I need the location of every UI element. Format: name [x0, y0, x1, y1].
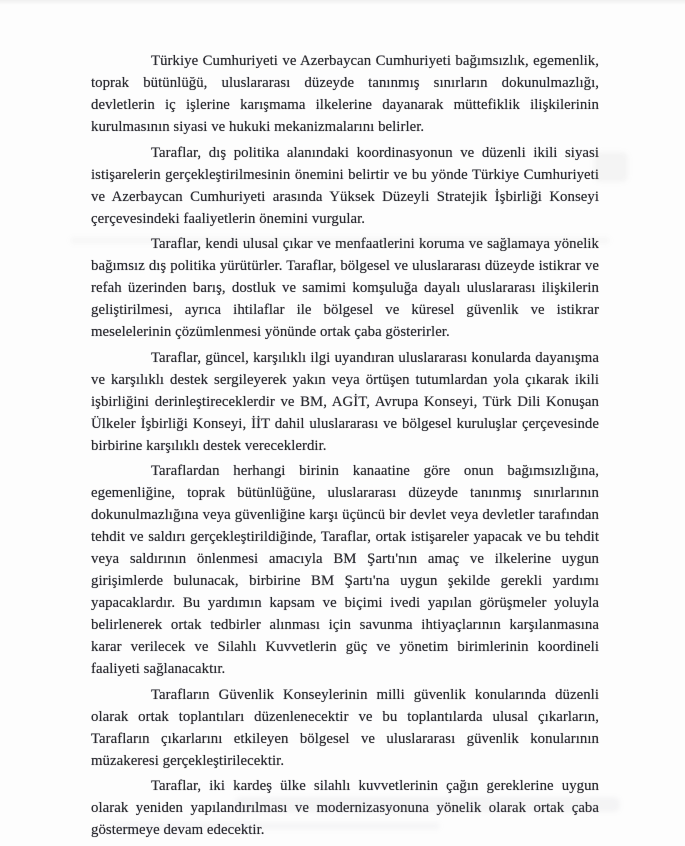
document-paragraph-5: Taraflardan herhangi birinin kanaatine göre onun bağımsızlığına, egemenliğine, toprak bütünlüğüne, uluslararası düzeyde tanınmış sınırlarının dokunulmazlığına veya güvenliğine karşı üçüncü bir devlet veya devletler tarafından tehdit ve saldırı gerçekleştirildiğinde, Taraflar, ortak istişareler yapacak ve bu tehdit veya saldırının önlenmesi amacıyla BM Şartı'nın amaç ve ilkelerine uygun girişimlerde bulunacak, birbirine BM Şartı'na uygun şekilde gerekli yardımı yapacaklardır. Bu yardımın kapsam ve biçimi ivedi yapılan görüşmeler yoluyla belirlenerek ortak tedbirler alınması için savunma ihtiyaçlarının karşılanmasına karar verilecek ve Silahlı Kuvvetlerin güç ve yönetim birimlerinin koordineli faaliyeti sağlanacaktır.: [91, 463, 599, 677]
document-paragraph-4: Taraflar, güncel, karşılıklı ilgi uyandıran uluslararası konularda dayanışma ve karşılıklı destek sergileyerek yakın veya örtüşen tutumlardan yola çıkarak ikili işbirliğini derinleştireceklerdir ve BM, AGİT, Avrupa Konseyi, Türk Dili Konuşan Ülkeler İşbirliği Konseyi, İİT dahil uluslararası ve bölgesel kuruluşlar çerçevesinde birbirine karşılıklı destek vereceklerdir.: [91, 349, 599, 454]
scan-smudge: [594, 152, 628, 182]
document-paragraph-3: Taraflar, kendi ulusal çıkar ve menfaatlerini koruma ve sağlamaya yönelik bağımsız dış politika yürütürler. Taraflar, bölgesel ve uluslararası düzeyde istikrar ve refah üzerinden barış, dostluk ve samimi komşuluğa dayalı uluslararası ilişkilerin geliştirilmesi, ayrıca ihtilaflar ile bölgesel ve küresel güvenlik ve istikrar meselelerinin çözümlenmesi yönünde ortak çaba gösterirler.: [91, 236, 599, 340]
scan-top-edge: [0, 0, 685, 5]
document-paragraph-1: Türkiye Cumhuriyeti ve Azerbaycan Cumhuriyeti bağımsızlık, egemenlik, toprak bütünlüğü, uluslararası düzeyde tanınmış sınırların dokunulmazlığı, devletlerin iç işlerine karışmama ilkelerine dayanarak müttefiklik ilişkilerinin kurulmasının siyasi ve hukuki mekanizmalarını belirler.: [91, 53, 599, 135]
document-text-block: [91, 50, 599, 845]
document-paragraph-6: Tarafların Güvenlik Konseylerinin milli güvenlik konularında düzenli olarak ortak toplantıları düzenlenecektir ve bu toplantılarda ulusal çıkarların, Tarafların çıkarlarını etkileyen bölgesel ve uluslararası güvenlik konularının müzakeresi gerçekleştirilecektir.: [91, 686, 599, 769]
document-paragraph-2: Taraflar, dış politika alanındaki koordinasyonun ve düzenli ikili siyasi istişarelerin gerçekleştirilmesinin önemini belirtir ve bu yönde Türkiye Cumhuriyeti ve Azerbaycan Cumhuriyeti arasında Yüksek Düzeyli Stratejik İşbirliği Konseyi çerçevesindeki faaliyetlerin önemini vurgular.: [91, 144, 599, 227]
document-paragraph-7: Taraflar, iki kardeş ülke silahlı kuvvetlerinin çağın gereklerine uygun olarak yeniden yapılandırılması ve modernizasyonuna yönelik olarak ortak çaba göstermeye devam edecektir.: [91, 778, 599, 838]
